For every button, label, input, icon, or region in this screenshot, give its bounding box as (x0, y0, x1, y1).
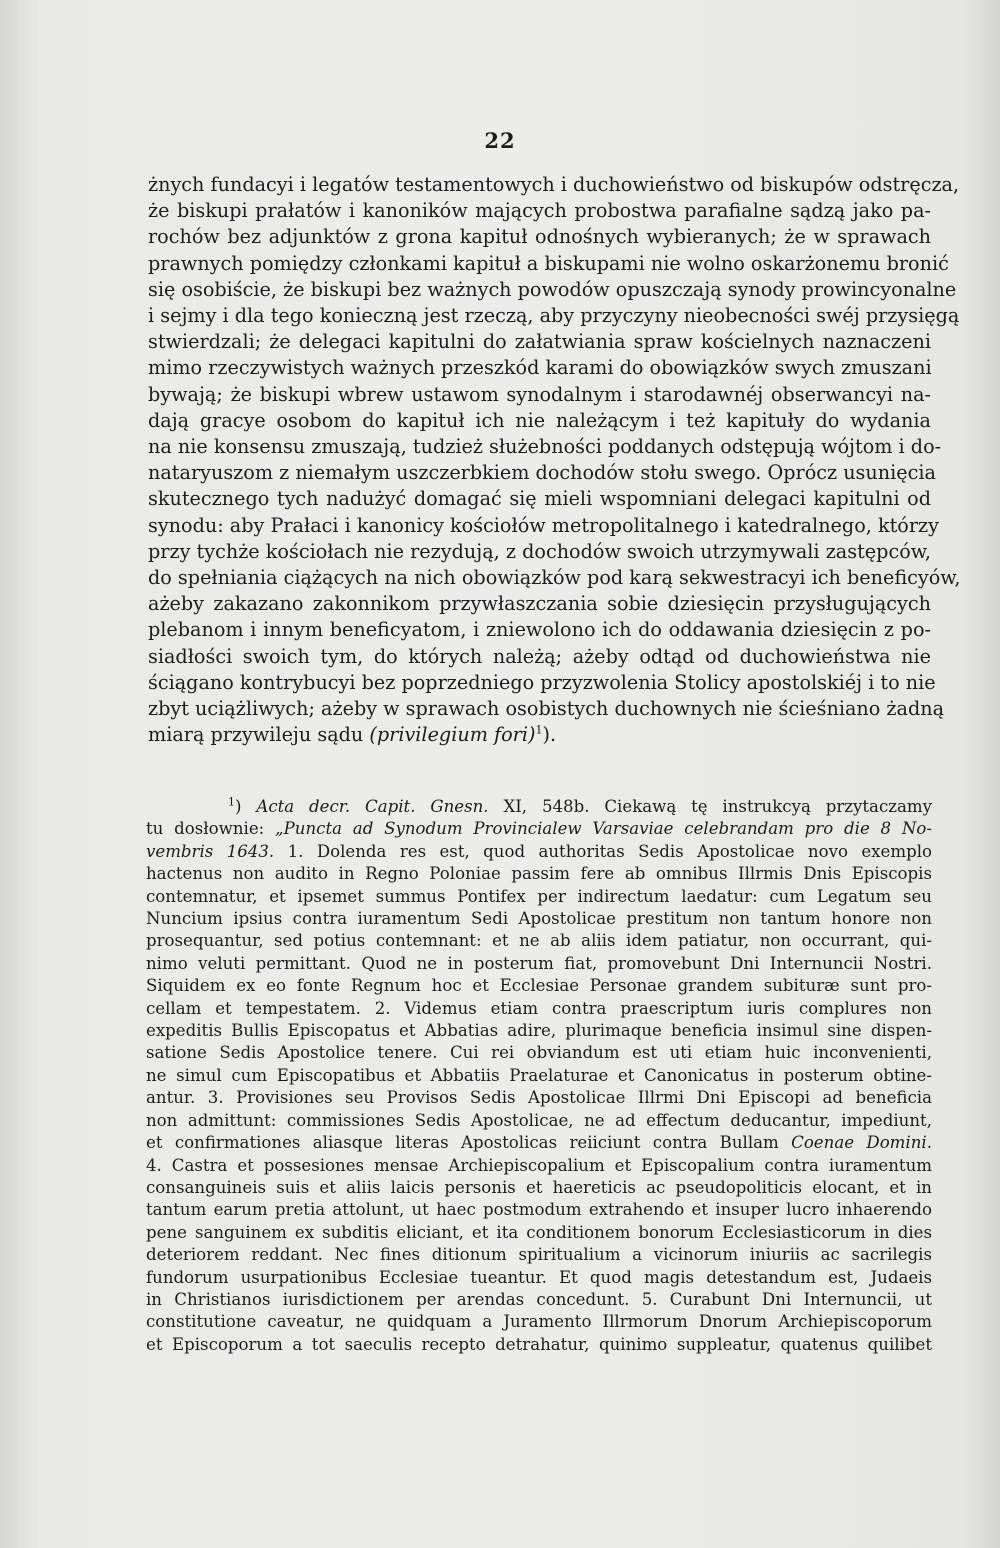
text-line: ażeby zakazano zakonnikom przywłaszczania sobie dziesięcin przysługujących (148, 592, 931, 616)
text-line: ściągano kontrybucyi bez poprzedniego przyzwolenia Stolicy apostolskiéj i to nie (148, 670, 936, 694)
footnote-line: satione Sedis Apostolice tenere. Cui rei obviandum est uti etiam huic inconvenienti, (146, 1043, 932, 1063)
footnote-line: Siquidem ex eo fonte Regnum hoc et Ecclesiae Personae grandem subituræ sunt pro- (146, 976, 932, 996)
footnote-title: „Puncta ad Synodum Provincialew Varsaviae celebrandam pro die 8 No- (275, 819, 933, 839)
text-line: prawnych pomiędzy członkami kapituł a biskupami nie wolno oskarżonemu bronić (148, 251, 949, 275)
text-line: rochów bez adjunktów z grona kapituł odnośnych wybieranych; że w sprawach (148, 225, 931, 249)
footnote-line: prosequantur, sed potius contemnant: et ne ab aliis idem patiatur, non occurrant, qui- (146, 931, 932, 951)
text-line-last-prefix: miarą przywileju sądu (148, 723, 370, 747)
footnote-line-text: tu dosłownie: (146, 819, 276, 839)
footnote-line: ne simul cum Episcopatibus et Abbatiis Praelaturae et Canonicatus in posterum obtine- (146, 1065, 932, 1085)
text-line: dają gracye osobom do kapituł ich nie należącym i też kapituły do wydania (148, 408, 931, 432)
footnote-line-text: 1. Dolenda res est, quod authoritas Sedis Apostolicae novo exemplo (274, 841, 932, 861)
footnote-source: Acta decr. Capit. Gnesn. (256, 797, 489, 816)
bulla-coenae-domini: Coenae Domini. (791, 1133, 932, 1153)
text-line-last-suffix: ). (542, 723, 557, 747)
footnote-line: contemnatur, et ipsemet summus Pontifex per indirectum laedatur: cum Legatum seu (146, 886, 932, 906)
footnote-line: hactenus non audito in Regno Poloniae passim fere ab omnibus Illrmis Dnis Episcopis (146, 864, 932, 884)
footnote-line: constitutione caveatur, ne quidquam a Juramento Illrmorum Dnorum Archiepiscoporum (146, 1312, 932, 1332)
footnote-line (146, 841, 932, 863)
footnote-line: antur. 3. Provisiones seu Provisos Sedis Apostolicae Illrmi Dni Episcopi ad beneficia (146, 1088, 932, 1108)
text-line: stwierdzali; że delegaci kapitulni do załatwiania spraw kościelnych naznaczeni (148, 330, 931, 354)
text-line: zbyt uciążliwych; ażeby w sprawach osobistych duchownych nie ścieśniano żadną (148, 697, 945, 721)
text-line: na nie konsensu zmuszają, tudzież służebności poddanych odstępują wójtom i do- (148, 435, 942, 459)
footnote-line-text: XI, 548b. Ciekawą tę instrukcyą przytaczamy (503, 797, 932, 816)
text-line: siadłości swoich tym, do których należą; ażeby odtąd od duchowieństwa nie (148, 644, 931, 668)
footnote-line: tantum earum pretia attolunt, ut haec postmodum extrahendo et insuper lucro inhaerendo (146, 1200, 932, 1220)
text-line-last (148, 722, 931, 748)
footnote-line: et Episcoporum a tot saeculis recepto detrahatur, quinimo suppleatur, quatenus quilibet (146, 1334, 932, 1354)
footnote-line (146, 818, 932, 840)
footnote-line: in Christianos iurisdictionem per arendas concedunt. 5. Curabunt Dni Internuncii, ut (146, 1289, 932, 1309)
text-line: przy tychże kościołach nie rezydują, z dochodów swoich utrzymywali zastępców, (148, 539, 931, 563)
footnote-reference: 1 (535, 723, 543, 737)
text-line: nataryuszom z niemałym uszczerbkiem dochodów stołu swego. Oprócz usunięcia (148, 461, 936, 485)
text-line: mimo rzeczywistych ważnych przeszkód karami do obowiązków swych zmuszani (148, 356, 932, 380)
footnote-marker: 1 (228, 795, 235, 809)
text-line: bywają; że biskupi wbrew ustawom synodalnym i starodawnéj obserwancyi na- (148, 382, 931, 406)
page-number: 22 (484, 128, 516, 153)
footnote-line: 4. Castra et possesiones mensae Archiepiscopalium et Episcopalium contra iuramentum (146, 1155, 932, 1175)
footnote-line (146, 1132, 932, 1154)
text-line: że biskupi prałatów i kanoników mających probostwa parafialne sądzą jako pa- (148, 199, 931, 223)
privilegium-fori-term: (privilegium fori) (369, 723, 536, 747)
text-line: żnych fundacyi i legatów testamentowych i duchowieństwo od biskupów odstręcza, (148, 173, 960, 196)
footnotes (146, 796, 932, 1356)
text-line: się osobiście, że biskupi bez ważnych powodów opuszczają synody prowincyonalne (148, 277, 957, 301)
footnote-line: cellam et tempestatem. 2. Videmus etiam contra praescriptum iuris complures non (146, 998, 932, 1018)
footnote-line: non admittunt: commissiones Sedis Apostolicae, ne ad effectum deducantur, impediunt, (146, 1110, 932, 1130)
text-line: synodu: aby Prałaci i kanonicy kościołów metropolitalnego i katedralnego, którzy (148, 513, 939, 537)
footnote-line: nimo veluti permittant. Quod ne in posterum fiat, promovebunt Dni Internuncii Nostri. (146, 953, 932, 973)
footnote-line: deteriorem reddant. Nec fines ditionum spiritualium a vicinorum iniuriis ac sacrilegis (146, 1245, 932, 1265)
text-line: plebanom i innym beneficyatom, i zniewolono ich do oddawania dziesięcin z po- (148, 618, 931, 642)
footnote-line (146, 796, 932, 818)
footnote-line: expeditis Bullis Episcopatus et Abbatias adire, plurimaque beneficia insimul sine dispen- (146, 1021, 932, 1041)
footnote-line: pene sanguinem ex subditis eliciant, et ita conditionem bonorum Ecclesiasticorum in dies (146, 1222, 932, 1242)
main-text (148, 172, 961, 748)
text-line: i sejmy i dla tego konieczną jest rzeczą, aby przyczyny nieobecności swéj przysięgą (148, 304, 960, 328)
footnote-line-text: et confirmationes aliasque literas Apostolicas reiiciunt contra Bullam (146, 1133, 792, 1153)
footnote-line: consanguineis suis et aliis laicis personis et haereticis ac pseudopoliticis elocant, et in (146, 1177, 932, 1197)
footnote-title: vembris 1643. (146, 841, 275, 861)
footnote-line: Nuncium ipsius contra iuramentum Sedi Apostolicae prestitum non tantum honore non (146, 909, 932, 929)
text-line: do spełniania ciążących na nich obowiązków pod karą sekwestracyi ich beneficyów, (148, 566, 961, 590)
footnote-line: fundorum usurpationibus Ecclesiae tueantur. Et quod magis detestandum est, Judaeis (146, 1267, 932, 1287)
text-line: skutecznego tych nadużyć domagać się mieli wspomniani delegaci kapitulni od (148, 487, 931, 511)
footnote-marker-paren: ) (235, 797, 242, 816)
